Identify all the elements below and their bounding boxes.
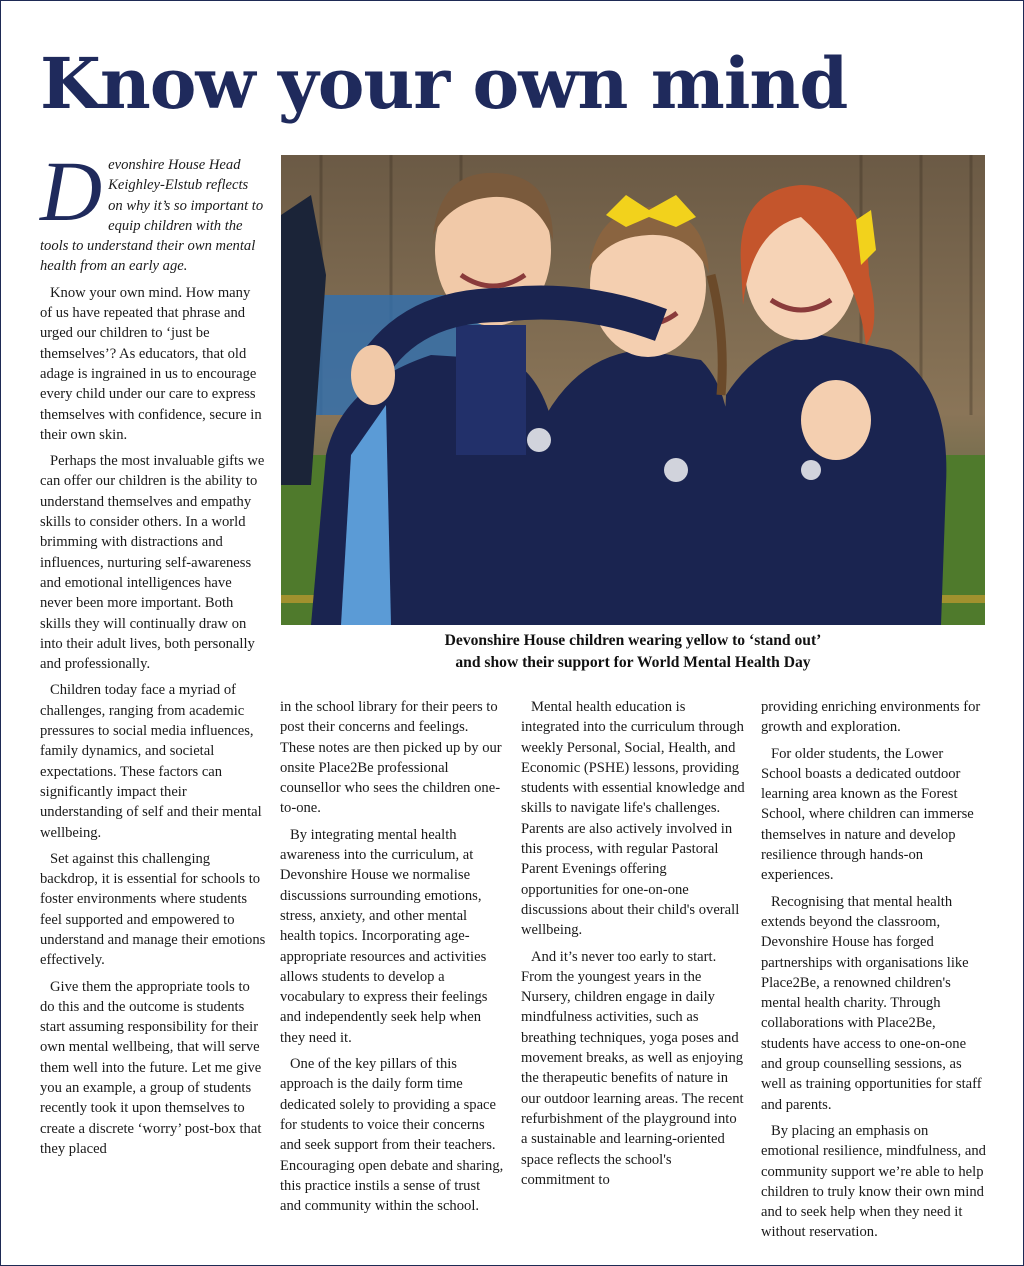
text-column-2 xyxy=(280,697,504,1222)
photo-caption xyxy=(281,630,985,674)
article-title: Know your own mind xyxy=(40,42,848,125)
paragraph: Know your own mind. How many of us have repeated that phrase and urged our children to ‘just be themselves’? As educators, that old adage is ingrained in us to encourage every child under our care to express themselves with confidence, secure in their own skin. xyxy=(40,284,262,443)
paragraph: For older students, the Lower School boasts a dedicated outdoor learning area known as the Forest School, where children can immerse themselves in nature and develop resilience through hands-on experiences. xyxy=(761,745,974,884)
paragraph: providing enriching environments for growth and exploration. xyxy=(761,699,981,736)
paragraph: Perhaps the most invaluable gifts we can offer our children is the ability to understand themselves and empathy skills to consider others. In a world brimming with distractions and influences, nurturing self-awareness and emotional intelligences have never been more important. Both skills they will continually draw on into their adult lives, both personally and professionally. xyxy=(40,453,265,673)
text-column-3 xyxy=(521,697,745,1196)
drop-cap: D xyxy=(40,143,103,239)
text-column-4 xyxy=(761,697,987,1249)
paragraph: By placing an emphasis on emotional resilience, mindfulness, and community support we’re able to help children to truly know their own mind and to seek help when they need it without reservation. xyxy=(761,1122,986,1241)
paragraph: By integrating mental health awareness into the curriculum, at Devonshire House we normalise discussions surrounding emotions, stress, anxiety, and other mental health topics. Incorporating age-appropriate resources and activities allows students to develop a vocabulary to express their feelings and independently seek help when they need it. xyxy=(280,826,488,1046)
intro-standfirst xyxy=(40,143,266,277)
caption-line: and show their support for World Mental Health Day xyxy=(455,654,811,671)
children-photo-illustration xyxy=(281,155,985,625)
paragraph: in the school library for their peers to post their concerns and feelings. These notes are then picked up by our onsite Place2Be professional counsellor who sees the children one-to-one. xyxy=(280,699,502,817)
paragraph: Mental health education is integrated into the curriculum through weekly Personal, Social, Health, and Economic (PSHE) lessons, providing students with essential knowledge and skills to navigate life's challenges. Parents are also actively involved in this process, with regular Pastoral Parent Evenings offering opportunities for one-on-one discussions about their child's overall wellbeing. xyxy=(521,699,745,939)
paragraph: Recognising that mental health extends beyond the classroom, Devonshire House has forged partnerships with organisations like Place2Be, a renowned children's mental health charity. Through collaborations with Place2Be, students have access to one-on-one and group counselling sessions, as well as training opportunities for staff and parents. xyxy=(761,893,982,1113)
text-column-1 xyxy=(40,143,266,1165)
paragraph: One of the key pillars of this approach is the daily form time dedicated solely to providing a space for students to voice their concerns and seek support from their teachers. Encouraging open debate and sharing, this practice instils a sense of trust and community within the school. xyxy=(280,1056,504,1215)
paragraph: Set against this challenging backdrop, it is essential for schools to foster environments where students feel supported and empowered to understand and manage their emotions effectively. xyxy=(40,850,266,969)
paragraph: Children today face a myriad of challenges, ranging from academic pressures to social media influences, family dynamics, and societal expectations. These factors can significantly impact their understanding of self and their mental wellbeing. xyxy=(40,682,262,841)
feature-photo xyxy=(281,155,985,625)
caption-line: Devonshire House children wearing yellow to ‘stand out’ xyxy=(444,632,822,649)
intro-text: evonshire House Head Keighley-Elstub reflects on why it’s so important to equip children with the tools to understand their own mental health from an early age. xyxy=(40,157,264,275)
paragraph: And it’s never too early to start. From the youngest years in the Nursery, children engage in daily mindfulness activities, such as breathing techniques, yoga poses and movement breaks, as well as enjoying the therapeutic benefits of nature in our outdoor learning areas. The recent refurbishment of the playground into a sustainable and learning-oriented space reflects the school's commitment to xyxy=(521,948,744,1188)
paragraph: Give them the appropriate tools to do this and the outcome is students start assuming responsibility for their own mental wellbeing, that will serve them well into the future. Let me give you an example, a group of students recently took it upon themselves to create a discrete ‘worry’ post-box that they placed xyxy=(40,978,262,1157)
